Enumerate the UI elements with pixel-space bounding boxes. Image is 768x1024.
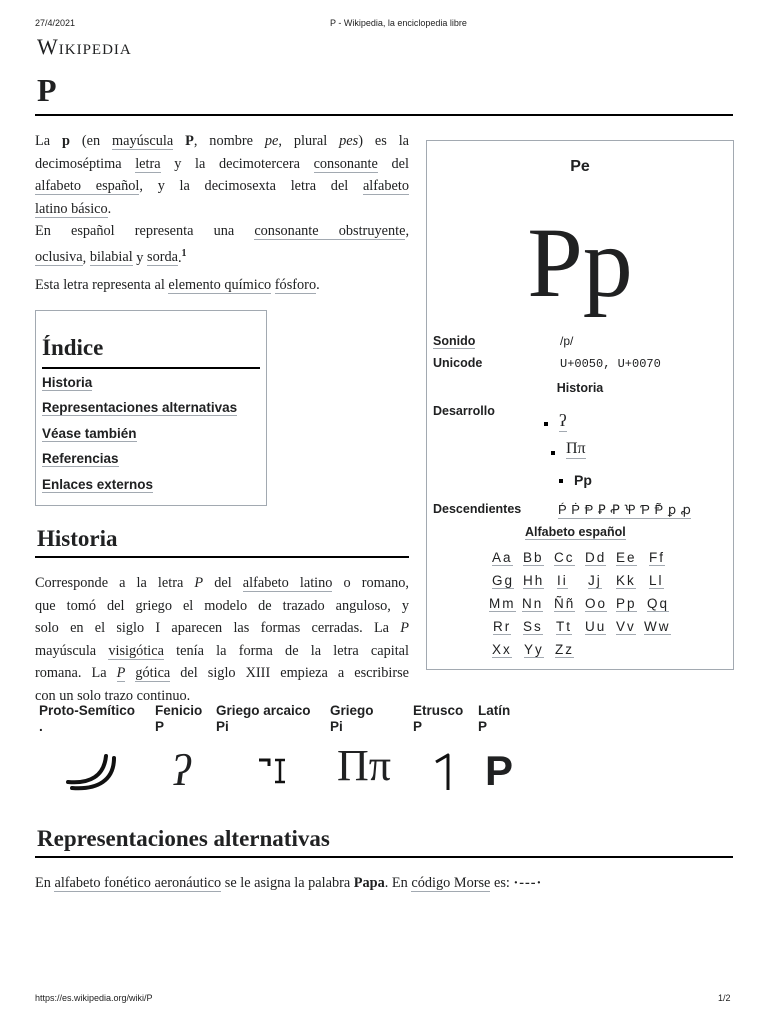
alfabeto-cell[interactable]: Bb	[523, 550, 544, 565]
bullet	[551, 451, 555, 455]
alfabeto-cell[interactable]: Yy	[524, 642, 544, 657]
alfabeto-cell[interactable]: Tt	[556, 619, 572, 634]
etruscan-glyph-icon	[433, 752, 457, 792]
sonido-value: /p/	[560, 334, 574, 348]
phoenician-glyph: ʔ	[168, 746, 196, 795]
link-alfabeto-espanol[interactable]: alfabeto español	[35, 178, 140, 194]
alfabeto-cell[interactable]: Qq	[647, 596, 670, 611]
print-date: 27/4/2021	[35, 18, 76, 28]
alfabeto-cell[interactable]: Xx	[492, 642, 512, 657]
link-fosforo[interactable]: fósforo	[274, 277, 317, 293]
link-letra[interactable]: letra	[135, 155, 161, 172]
link-alfabeto[interactable]: alfabeto	[362, 178, 409, 194]
table-of-contents	[35, 310, 267, 506]
alfabeto-cell[interactable]: Pp	[616, 596, 637, 611]
toc-rule	[42, 367, 260, 369]
toc-item-enlaces-externos[interactable]: Enlaces externos	[42, 477, 154, 492]
link-latino-basico[interactable]: latino básico	[35, 200, 108, 217]
alfabeto-cell[interactable]: Ee	[616, 550, 637, 565]
greek-glyph: Ππ	[337, 741, 391, 790]
alfabeto-cell[interactable]: Rr	[493, 619, 512, 634]
toc-item-vease-tambien[interactable]: Véase también	[42, 426, 137, 441]
descendientes-value[interactable]: Ṕ Ṗ Ᵽ Ꝑ Ꝓ Ꝕ Ƥ Ᵽ̃ ꝑ ꝓ	[558, 502, 692, 517]
representaciones-rule	[35, 856, 733, 858]
toc-title: Índice	[42, 335, 104, 360]
link-elemento-quimico[interactable]: elemento químico	[168, 277, 272, 293]
title-rule	[35, 114, 733, 116]
link-alfabeto-latino[interactable]: alfabeto latino	[242, 575, 333, 591]
alfabeto-cell[interactable]: Ff	[649, 550, 665, 565]
infobox-big-letter: Pp	[527, 207, 633, 318]
historia-heading: Historia	[37, 526, 118, 551]
link-visigotica[interactable]: visigótica	[108, 642, 164, 659]
bullet	[559, 479, 563, 483]
alfabeto-cell[interactable]: Kk	[616, 573, 636, 588]
alfabeto-cell[interactable]: Hh	[523, 573, 545, 588]
infobox	[426, 140, 734, 670]
historia-header: Historia	[556, 381, 604, 395]
sonido-label[interactable]: Sonido	[433, 334, 476, 348]
alfabeto-cell[interactable]: Uu	[585, 619, 607, 634]
toc-item-historia[interactable]: Historia	[42, 375, 93, 390]
alfabeto-cell[interactable]: Nn	[522, 596, 544, 611]
unicode-value: U+0050, U+0070	[560, 357, 661, 371]
link-sorda[interactable]: sorda	[147, 249, 178, 266]
representaciones-heading: Representaciones alternativas	[37, 826, 330, 851]
link-consonante[interactable]: consonante	[313, 155, 378, 172]
evolution-header-etruscan: Etrusco P	[413, 703, 464, 734]
desarrollo-greek[interactable]: Ππ	[566, 440, 586, 457]
alfabeto-cell[interactable]: Oo	[585, 596, 608, 611]
alfabeto-cell[interactable]: Ss	[523, 619, 543, 634]
evolution-header-phoenician: Fenicio P	[155, 703, 203, 734]
alfabeto-cell[interactable]: Vv	[616, 619, 636, 634]
descendientes-label: Descendientes	[433, 502, 522, 516]
evolution-header-greek: Griego Pi	[330, 703, 374, 734]
representaciones-paragraph: En alfabeto fonético aeronáutico se le asigna la palabra Papa. En código Morse es: ·---·	[35, 875, 543, 891]
bullet	[544, 422, 548, 426]
link-codigo-morse[interactable]: código Morse	[411, 875, 491, 891]
morse-code: ·---·	[513, 875, 543, 891]
historia-rule	[35, 556, 409, 558]
link-consonante-obstruyente[interactable]: consonante obstruyente	[254, 223, 406, 239]
print-title: P - Wikipedia, la enciclopedia libre	[330, 18, 467, 28]
toc-item-referencias[interactable]: Referencias	[42, 451, 119, 466]
unicode-label: Unicode	[433, 356, 483, 370]
toc-item-representaciones[interactable]: Representaciones alternativas	[42, 400, 238, 415]
intro-paragraph-1: La p (en mayúscula P, nombre pe, plural pes) es la decimoséptima letra y la decimotercera consonante del alfabeto español, y la decimosexta letra del alfabeto latino básico.	[35, 133, 410, 217]
link-gotica[interactable]: gótica	[135, 665, 171, 681]
alfabeto-header[interactable]: Alfabeto español	[525, 525, 626, 539]
alfabeto-cell[interactable]: Ii	[557, 573, 568, 588]
alfabeto-cell[interactable]: Jj	[588, 573, 602, 588]
link-bilabial[interactable]: bilabial	[89, 249, 133, 266]
link-p-gotica[interactable]: P	[116, 665, 126, 681]
link-alfabeto-fonetico[interactable]: alfabeto fonético aeronáutico	[54, 875, 222, 891]
alfabeto-cell[interactable]: Ll	[649, 573, 664, 588]
infobox-title: Pe	[570, 158, 590, 175]
evolution-header-proto-semitic: Proto-Semítico .	[39, 703, 136, 734]
desarrollo-latin: Pp	[574, 472, 592, 488]
alfabeto-cell[interactable]: Mm	[489, 596, 516, 611]
evolution-header-archaic-greek: Griego arcaico Pi	[216, 703, 311, 734]
evolution-header-latin: Latín P	[478, 703, 511, 734]
latin-glyph: P	[485, 747, 514, 794]
link-mayuscula[interactable]: mayúscula	[112, 133, 174, 149]
alfabeto-cell[interactable]: Gg	[492, 573, 515, 588]
footer-url: https://es.wikipedia.org/wiki/P	[35, 993, 153, 1003]
link-oclusiva[interactable]: oclusiva	[35, 249, 83, 266]
archaic-greek-glyph-icon	[255, 756, 291, 786]
reference-1[interactable]: 1	[181, 247, 187, 259]
proto-semitic-glyph-icon	[66, 750, 118, 792]
desarrollo-phoenician[interactable]: ʔ	[559, 411, 567, 430]
intro-paragraph-3: Esta letra representa al elemento químico fósforo.	[35, 277, 320, 293]
historia-paragraph: Corresponde a la letra P del alfabeto latino o romano, que tomó del griego el modelo de trazado anguloso, y solo en el siglo I aparecen las formas cerradas. La P mayúscula visigótica tenía la forma de la letra capital romana. La P gótica del siglo XIII empieza a escribirse con un solo trazo continuo.	[35, 575, 410, 704]
alfabeto-cell[interactable]: Cc	[554, 550, 575, 565]
footer-page: 1/2	[718, 993, 731, 1003]
alfabeto-cell[interactable]: Aa	[492, 550, 513, 565]
alfabeto-cell[interactable]: Ññ	[554, 596, 576, 611]
wikipedia-logo[interactable]: Wikipedia	[37, 34, 132, 59]
intro-paragraph-2: En español representa una consonante obstruyente, oclusiva, bilabial y sorda.$^1$	[35, 223, 410, 266]
page-title: P	[37, 72, 57, 108]
alfabeto-cell[interactable]: Ww	[644, 619, 671, 634]
desarrollo-label: Desarrollo	[433, 404, 495, 418]
alfabeto-cell[interactable]: Zz	[555, 642, 574, 657]
alfabeto-cell[interactable]: Dd	[585, 550, 607, 565]
